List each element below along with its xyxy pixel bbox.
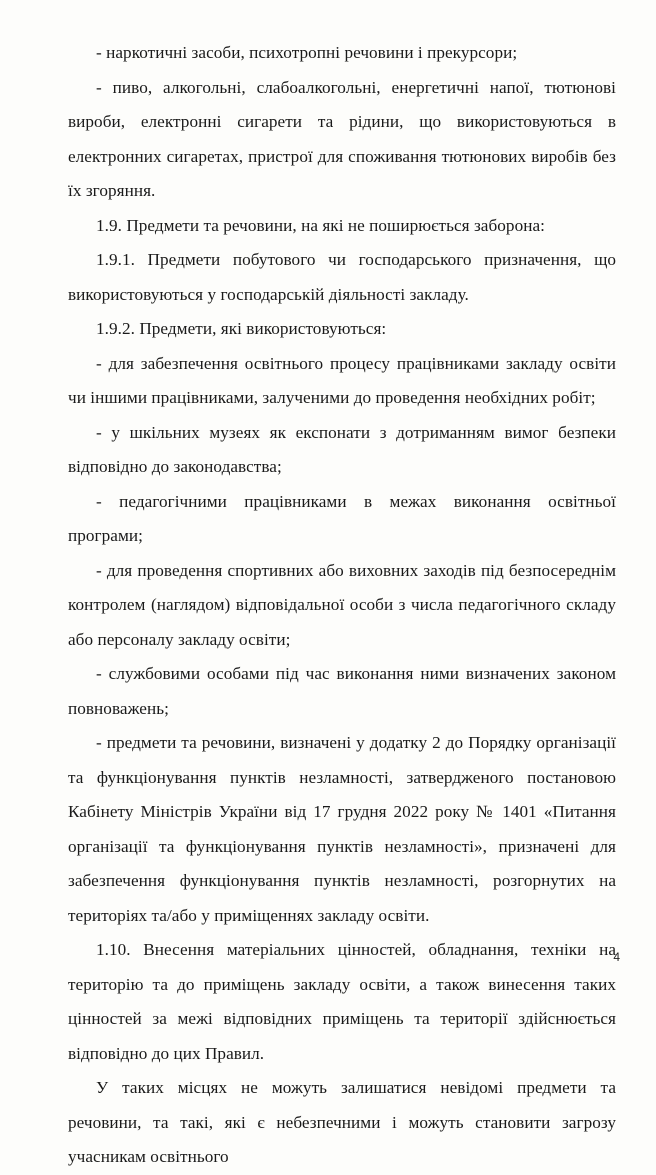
paragraph: 1.10. Внесення матеріальних цінностей, обладнання, техніки на територію та до приміщень закладу освіти, а також винесення таких цінностей за межі відповідних приміщень та території здійснюється відповідно до цих Правил. [68,940,616,1063]
paragraph: - предмети та речовини, визначені у додатку 2 до Порядку організації та функціонування пунктів незламності, затвердженого постановою Кабінету Міністрів України від 17 грудня 2022 року № 1401 «Питання організації та функціонування пунктів незламності», призначені для забезпечення функціонування пунктів незламності, розгорнутих на територіях та/або у приміщеннях закладу освіти. [68,733,616,925]
paragraph: - педагогічними працівниками в межах виконання освітньої програми; [68,491,616,545]
paragraph: - пиво, алкогольні, слабоалкогольні, енергетичні напої, тютюнові вироби, електронні сигарети та рідини, що використовуються в електронних сигаретах, пристрої для споживання тютюнових виробів без їх згоряння. [68,77,616,200]
paragraph: - службовими особами під час виконання ними визначених законом повноважень; [68,664,616,718]
paragraph: - у шкільних музеях як експонати з дотриманням вимог безпеки відповідно до законодавства; [68,422,616,476]
paragraph: - для забезпечення освітнього процесу працівниками закладу освіти чи іншими працівниками, залученими до проведення необхідних робіт; [68,353,616,407]
paragraph: - наркотичні засоби, психотропні речовини і прекурсори; [96,43,518,62]
paragraph: 1.9.1. Предмети побутового чи господарського призначення, що використовуються у господарській діяльності закладу. [68,250,616,304]
paragraph: 1.9. Предмети та речовини, на які не поширюється заборона: [96,215,545,235]
paragraph: 1.9.2. Предмети, які використовуються: [96,319,387,338]
page-number: 4 [613,950,620,964]
paragraph: - для проведення спортивних або виховних заходів під безпосереднім контролем (наглядом) відповідальної особи з числа педагогічного складу або персоналу закладу освіти; [68,560,616,649]
paragraph: У таких місцях не можуть залишатися невідомі предмети та речовини, та такі, які є небезпечними і можуть становити загрозу учасникам освітнього [68,1078,616,1166]
